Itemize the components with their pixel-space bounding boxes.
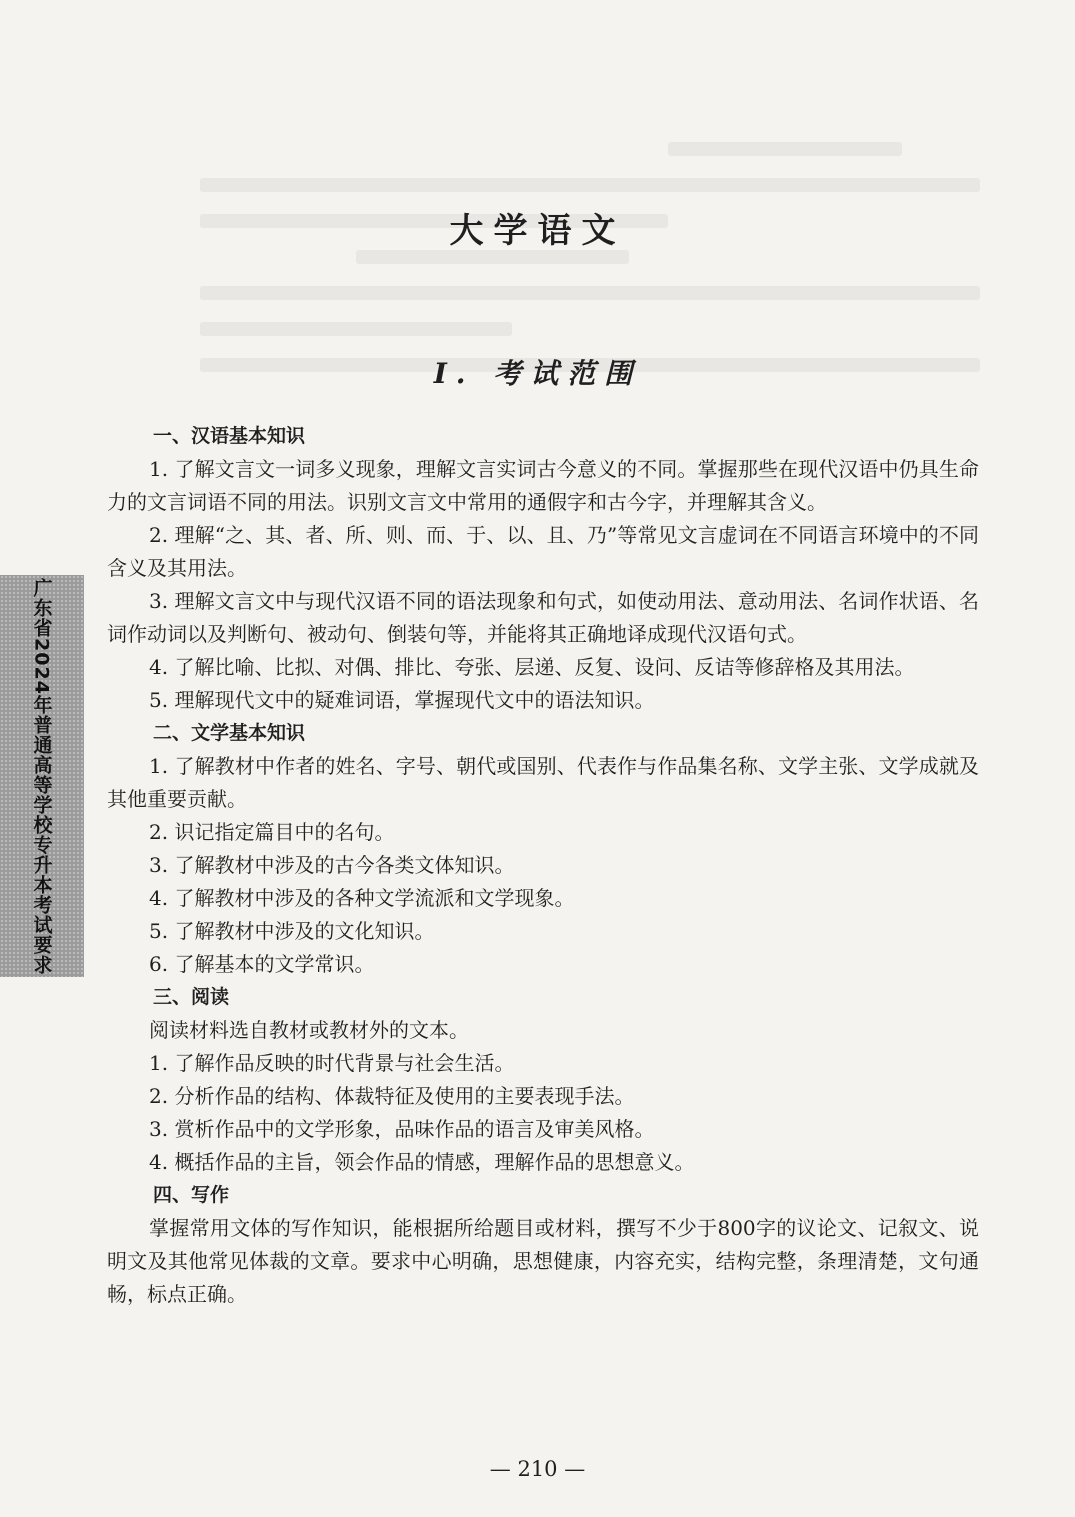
paragraph: 4. 了解比喻、比拟、对偶、排比、夸张、层递、反复、设问、反诘等修辞格及其用法。 [149, 655, 915, 679]
paragraph: 3. 赏析作品中的文学形象，品味作品的语言及审美风格。 [149, 1117, 655, 1141]
section-heading: 二、文学基本知识 [153, 722, 306, 744]
paragraph: 2. 识记指定篇目中的名句。 [149, 820, 395, 844]
paragraph: 2. 理解“之、其、者、所、则、而、于、以、且、乃”等常见文言虚词在不同语言环境中的不同含义及其用法。 [107, 523, 979, 580]
side-tab-label: 广东省2024年普通高等学校专升本考试要求 [30, 577, 53, 975]
paragraph: 1. 了解文言文一词多义现象，理解文言实词古今意义的不同。掌握那些在现代汉语中仍具生命力的文言词语不同的用法。识别文言文中常用的通假字和古今字，并理解其含义。 [107, 457, 979, 514]
side-tab [0, 575, 84, 977]
paragraph: 3. 了解教材中涉及的古今各类文体知识。 [149, 853, 515, 877]
content-body [107, 420, 979, 1311]
section-block [107, 717, 979, 981]
page-number: — 210 — [489, 1457, 586, 1481]
paragraph: 4. 概括作品的主旨，领会作品的情感，理解作品的思想意义。 [149, 1150, 695, 1174]
paragraph: 5. 了解教材中涉及的文化知识。 [149, 919, 435, 943]
paragraph: 2. 分析作品的结构、体裁特征及使用的主要表现手法。 [149, 1084, 635, 1108]
section-block [107, 420, 979, 717]
section-block [107, 981, 979, 1179]
page-title: 大学语文 [449, 211, 626, 251]
paragraph: 3. 理解文言文中与现代汉语不同的语法现象和句式，如使动用法、意动用法、名词作状语、名词作动词以及判断句、被动句、倒装句等，并能将其正确地译成现代汉语句式。 [107, 589, 979, 646]
section-block [107, 1179, 979, 1311]
paragraph: 4. 了解教材中涉及的各种文学流派和文学现象。 [149, 886, 575, 910]
section-heading: 一、汉语基本知识 [153, 425, 306, 447]
paragraph: 6. 了解基本的文学常识。 [149, 952, 375, 976]
paragraph: 1. 了解教材中作者的姓名、字号、朝代或国别、代表作与作品集名称、文学主张、文学成就及其他重要贡献。 [107, 754, 979, 811]
section-heading: 三、阅读 [153, 986, 230, 1008]
section-title: Ⅰ. 考试范围 [433, 357, 642, 390]
paragraph: 掌握常用文体的写作知识，能根据所给题目或材料，撰写不少于800字的议论文、记叙文、说明文及其他常见体裁的文章。要求中心明确，思想健康，内容充实，结构完整，条理清楚，文句通畅，标点正确。 [107, 1216, 979, 1306]
section-heading: 四、写作 [153, 1184, 230, 1206]
paragraph: 阅读材料选自教材或教材外的文本。 [149, 1018, 469, 1042]
bleed-through-text [200, 120, 980, 450]
paragraph: 5. 理解现代文中的疑难词语，掌握现代文中的语法知识。 [149, 688, 655, 712]
paragraph: 1. 了解作品反映的时代背景与社会生活。 [149, 1051, 515, 1075]
